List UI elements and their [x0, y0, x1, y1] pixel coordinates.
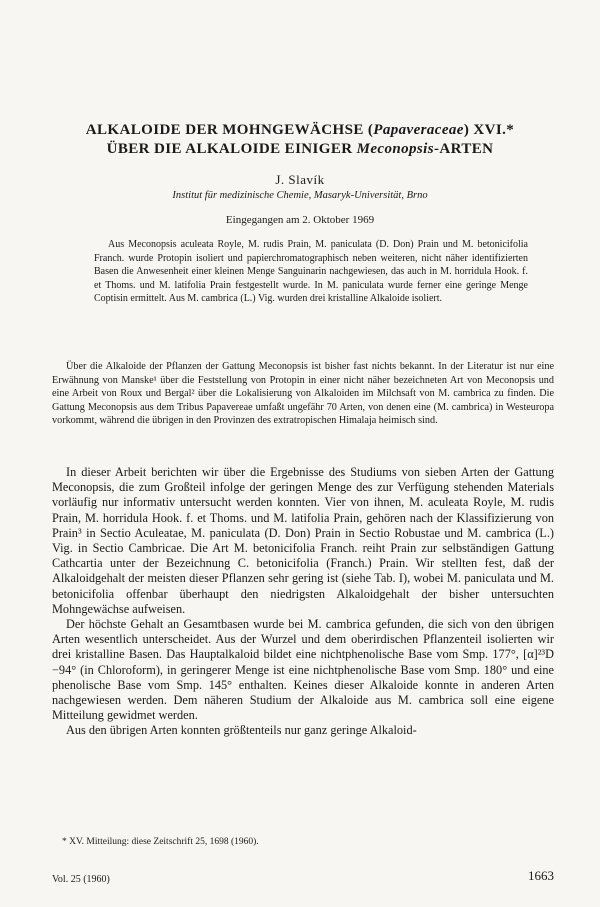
page-number: 1663 [528, 868, 554, 883]
title-text: ÜBER DIE ALKALOIDE EINIGER [106, 141, 357, 157]
article-title-line-2 [40, 141, 560, 158]
title-text: ) XVI.* [463, 122, 515, 138]
intro-text: Über die Alkaloide der Pflanzen der Gattung Meconopsis ist bisher fast nichts bekannt. In der Literatur ist nur eine Erwähnung von Manske¹ über die Feststellung von Protopin in einer nicht näher bezeichneten Art von Meconopsis und eine Arbeit von Roux und Bergal² über die Lokalisierung von Alkaloiden im Milchsaft von M. cambrica zu finden. Die Gattung Meconopsis aus dem Tribus Papavereae umfaßt ungefähr 70 Arten, von denen eine (M. cambrica) in Westeuropa vorkommt, während die übrigen in den Provinzen des extratropischen Himalaja heimisch sind. [52, 361, 554, 427]
article-title-line-1 [40, 122, 560, 139]
body-paragraph-1: In dieser Arbeit berichten wir über die Ergebnisse des Studiums von sieben Arten der Gattung Meconopsis, die zum Großteil infolge der geringen Menge des zur Verfügung stehenden Materials vorläufig nur informativ untersucht werden konnten. Vier von ihnen, M. aculeata Royle, M. rudis Prain, M. horridula Hook. f. et Thoms. und M. latifolia Prain, gehören nach der Klassifizierung von Prain³ in Sectio Aculeatae, M. paniculata (D. Don) Prain in Sectio Robustae und M. cambrica (L.) Vig. in Sectio Cambricae. Die Art M. betonicifolia Franch. reiht Prain zur selbständigen Gattung Cathcartia unter der Bezeichnung C. betonicifolia (Franch.) Prain. Wir stellten fest, daß der Alkaloidgehalt der meisten dieser Pflanzen sehr gering ist (siehe Tab. I), wobei M. paniculata und M. betonicifolia offenbar überhaupt den niedrigsten Alkaloidgehalt der bisher untersuchten Mohngewächse aufweisen. [52, 465, 554, 616]
abstract-text: Aus Meconopsis aculeata Royle, M. rudis Prain, M. paniculata (D. Don) Prain und M. betonicifolia Franch. wurde Protopin isoliert und papierchromatographisch neben weiteren, nicht näher identifizierten Basen die Anwesenheit einer kleinen Menge Sanguinarin nachgewiesen, das auch in M. horridula Hook. f. et Thoms. und M. latifolia Prain festgestellt wurde. In M. paniculata wurde ferner eine geringe Menge Coptisin ermittelt. Aus M. cambrica (L.) Vig. wurden drei kristalline Alkaloide isoliert. [94, 239, 528, 305]
abstract [94, 238, 528, 306]
body-paragraph-2: Der höchste Gehalt an Gesamtbasen wurde bei M. cambrica gefunden, die sich von den übrigen Arten wesentlich unterscheidet. Aus der Wurzel und dem oberirdischen Pflanzenteil isolierten wir drei kristalline Basen. Das Hauptalkaloid bildet eine nichtphenolische Base vom Smp. 177°, [α]²³D −94° (in Chloroform), in geringerer Menge ist eine nichtphenolische Base vom Smp. 180° und eine phenolische Base vom Smp. 145° enthalten. Keines dieser Alkaloide konnte in anderen Arten nachgewiesen werden. Dem näheren Studium der Alkaloide aus M. cambrica soll eine eigene Mitteilung gewidmet werden. [52, 617, 554, 723]
received-date: Eingegangen am 2. Oktober 1969 [225, 214, 375, 226]
main-body [52, 465, 554, 739]
title-italic-text: Papaveraceae [373, 122, 464, 138]
title-text: ALKALOIDE DER MOHNGEWÄCHSE ( [85, 122, 374, 138]
volume-info: Vol. 25 (1960) [52, 874, 110, 885]
title-text: -ARTEN [433, 141, 494, 157]
author-name: J. Slavík [275, 172, 325, 187]
footnote: * XV. Mitteilung: diese Zeitschrift 25, 1698 (1960). [62, 837, 259, 847]
body-paragraph-3: Aus den übrigen Arten konnten größtenteils nur ganz geringe Alkaloid- [66, 723, 417, 738]
introduction-small-print [52, 360, 554, 428]
author-affiliation: Institut für medizinische Chemie, Masaryk-Universität, Brno [172, 190, 428, 201]
title-italic-text: Meconopsis [356, 141, 434, 157]
